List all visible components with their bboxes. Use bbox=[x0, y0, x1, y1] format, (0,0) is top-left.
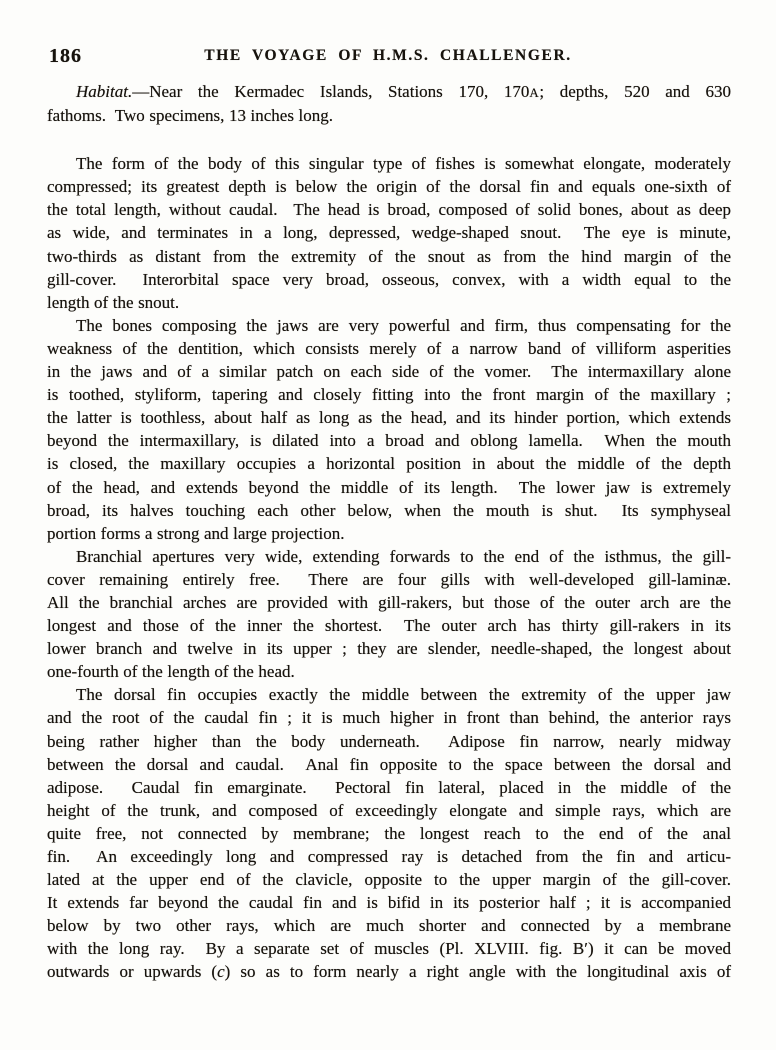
italic-text: Habitat. bbox=[76, 82, 133, 101]
text-line bbox=[47, 337, 731, 360]
text-line bbox=[47, 152, 731, 175]
text-line bbox=[47, 799, 731, 822]
text-segment: in the jaws and of a similar patch on each side of the vomer. The intermaxillary alone bbox=[47, 362, 731, 382]
text-segment: lower branch and twelve in its upper ; they are slender, needle-shaped, the longest about bbox=[47, 639, 731, 659]
text-line bbox=[47, 291, 731, 314]
text-line bbox=[47, 476, 731, 499]
paragraph-jaws bbox=[47, 314, 731, 545]
text-line bbox=[47, 360, 731, 383]
text-line bbox=[47, 545, 731, 568]
text-line bbox=[47, 776, 731, 799]
text-segment: ) so as to form nearly a right angle with the longitudinal axis of bbox=[224, 962, 731, 982]
paragraph-habitat bbox=[47, 80, 731, 127]
text-line bbox=[47, 568, 731, 591]
text-line bbox=[47, 198, 731, 221]
text-line bbox=[47, 406, 731, 429]
text-segment: gill-cover. Interorbital space very broad, osseous, convex, with a width equal to the bbox=[47, 269, 731, 289]
paragraph-fins bbox=[47, 683, 731, 983]
text-segment: ; depths, 520 and 630 bbox=[539, 82, 731, 101]
text-segment: one-fourth of the length of the head. bbox=[47, 662, 295, 682]
text-line bbox=[47, 452, 731, 475]
paragraph-branchial bbox=[47, 545, 731, 684]
text-segment: the latter is toothless, about half as long as the head, and its hinder portion, which extends bbox=[47, 408, 731, 428]
page-header bbox=[0, 44, 776, 70]
text-line bbox=[47, 383, 731, 406]
page-number: 186 bbox=[49, 45, 82, 67]
text-line bbox=[47, 730, 731, 753]
body-text bbox=[47, 80, 731, 984]
text-segment: portion forms a strong and large projection. bbox=[47, 523, 345, 543]
text-segment: fin. An exceedingly long and compressed ray is detached from the fin and articu- bbox=[47, 847, 731, 866]
text-line bbox=[47, 637, 731, 660]
text-segment: two-thirds as distant from the extremity of the snout as from the hind margin of the bbox=[47, 246, 731, 266]
text-segment: adipose. Caudal fin emarginate. Pectoral fin lateral, placed in the middle of the bbox=[47, 777, 731, 797]
text-segment: The dorsal fin occupies exactly the middle between the extremity of the upper jaw bbox=[76, 685, 731, 705]
text-line bbox=[47, 660, 731, 683]
text-line bbox=[47, 104, 731, 127]
text-segment: as wide, and terminates in a long, depressed, wedge-shaped snout. The eye is minute, bbox=[47, 223, 731, 243]
text-line bbox=[47, 245, 731, 268]
text-segment: compressed; its greatest depth is below the origin of the dorsal fin and equals one-sixth of bbox=[47, 177, 731, 197]
text-segment: being rather higher than the body underneath. Adipose fin narrow, nearly midway bbox=[47, 731, 731, 751]
text-line bbox=[47, 221, 731, 244]
text-line bbox=[47, 914, 731, 937]
text-segment: the total length, without caudal. The head is broad, composed of solid bones, about as deep bbox=[47, 200, 731, 220]
text-line bbox=[47, 683, 731, 706]
text-segment: quite free, not connected by membrane; the longest reach to the end of the anal bbox=[47, 823, 731, 843]
text-segment: between the dorsal and caudal. Anal fin opposite to the space between the dorsal and bbox=[47, 754, 731, 774]
text-line bbox=[47, 522, 731, 545]
text-segment: beyond the intermaxillary, is dilated into a broad and oblong lamella. When the mouth bbox=[47, 431, 731, 451]
text-line bbox=[47, 822, 731, 845]
italic-text: c bbox=[217, 962, 225, 982]
text-line bbox=[47, 175, 731, 198]
text-line bbox=[47, 268, 731, 291]
text-segment: is closed, the maxillary occupies a horizontal position in about the middle of the depth bbox=[47, 454, 731, 474]
text-segment: fathoms. Two specimens, 13 inches long. bbox=[47, 106, 333, 126]
text-line bbox=[47, 429, 731, 452]
text-line bbox=[47, 614, 731, 637]
text-line bbox=[47, 891, 731, 914]
text-segment: All the branchial arches are provided with gill-rakers, but those of the outer arch are the bbox=[47, 592, 731, 612]
text-segment: height of the trunk, and composed of exceedingly elongate and simple rays, which are bbox=[47, 800, 731, 820]
text-line bbox=[47, 868, 731, 891]
text-line bbox=[47, 80, 731, 104]
text-line bbox=[47, 960, 731, 983]
running-head: THE VOYAGE OF H.M.S. CHALLENGER. bbox=[204, 47, 572, 64]
text-segment: weakness of the dentition, which consists merely of a narrow band of villiform asperities bbox=[47, 338, 731, 358]
text-segment: outwards or upwards ( bbox=[47, 962, 218, 982]
text-segment: The bones composing the jaws are very powerful and firm, thus compensating for the bbox=[76, 315, 731, 335]
text-segment: with the long ray. By a separate set of muscles (Pl. XLVIII. fig. B′) it can be moved bbox=[47, 939, 731, 959]
text-segment: length of the snout. bbox=[47, 292, 180, 312]
text-segment: longest and those of the inner the shortest. The outer arch has thirty gill-rakers in its bbox=[47, 616, 731, 636]
text-line bbox=[47, 591, 731, 614]
text-segment: below by two other rays, which are much shorter and connected by a membrane bbox=[47, 916, 731, 936]
text-line bbox=[47, 499, 731, 522]
text-segment: is toothed, styliform, tapering and closely fitting into the front margin of the maxillary ; bbox=[47, 385, 731, 405]
text-line bbox=[47, 937, 731, 960]
text-segment: and the root of the caudal fin ; it is much higher in front than behind, the anterior rays bbox=[47, 708, 731, 728]
text-segment: Branchial apertures very wide, extending forwards to the end of the isthmus, the gill- bbox=[76, 546, 731, 566]
paragraph-body-form bbox=[47, 152, 731, 314]
smallcaps-text: A bbox=[529, 85, 540, 100]
text-line bbox=[47, 706, 731, 729]
text-segment: cover remaining entirely free. There are four gills with well-developed gill-laminæ. bbox=[47, 569, 731, 589]
text-segment: —Near the Kermadec Islands, Stations 170, 170 bbox=[132, 82, 530, 101]
text-line bbox=[47, 753, 731, 776]
text-line bbox=[47, 845, 731, 868]
text-segment: of the head, and extends beyond the middle of its length. The lower jaw is extremely bbox=[47, 477, 731, 497]
text-segment: It extends far beyond the caudal fin and is bifid in its posterior half ; it is accompanied bbox=[47, 893, 731, 913]
text-segment: The form of the body of this singular type of fishes is somewhat elongate, moderately bbox=[76, 154, 731, 174]
text-segment: broad, its halves touching each other below, when the mouth is shut. Its symphyseal bbox=[47, 500, 731, 520]
text-line bbox=[47, 314, 731, 337]
text-segment: lated at the upper end of the clavicle, opposite to the upper margin of the gill-cover. bbox=[47, 870, 731, 890]
